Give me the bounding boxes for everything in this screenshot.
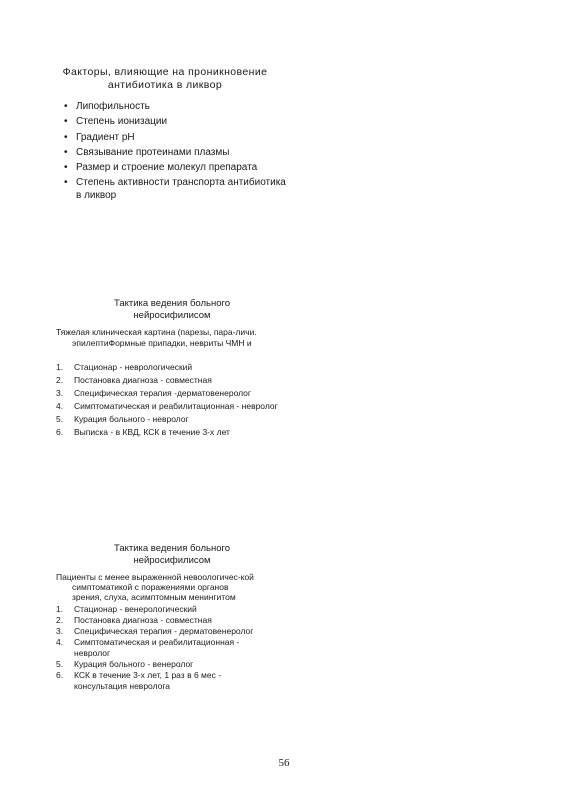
slide3-intro-rest: симптоматикой с поражениями органов зрения, слуха, асимптомным менингитом bbox=[72, 582, 236, 603]
slide1-title: Факторы, влияющие на проникновение антибиотика в ликвор bbox=[62, 66, 268, 92]
page-number: 56 bbox=[278, 757, 290, 769]
slide2-intro-line2: эпилептиФормные припадки, невриты ЧМН и bbox=[72, 337, 252, 348]
list-item: • Градиент pH bbox=[62, 131, 292, 144]
item-number: 5. bbox=[56, 659, 64, 670]
item-number: 4. bbox=[56, 636, 64, 647]
slide3-title: Тактика ведения больного нейросифилисом bbox=[113, 543, 231, 566]
list-item: • Связывание протеинами плазмы bbox=[62, 146, 292, 159]
item-text: Постановка диагноза - совместная bbox=[74, 614, 212, 625]
item-text: Специфическая терапия -дерматовенеролог bbox=[74, 387, 251, 398]
item-text: КСК в течение 3-х лет, 1 раз в 6 мес - консультация невролога bbox=[74, 670, 222, 692]
list-item: • Степень ионизации bbox=[62, 115, 292, 128]
list-item: • Липофильность bbox=[62, 100, 292, 113]
item-text: Выписка - в КВД, КСК в течение 3-х лет bbox=[74, 427, 230, 438]
slide2-intro-line1: Тяжелая клиническая картина (парезы, пара-личи. bbox=[56, 326, 257, 337]
list-item bbox=[56, 375, 286, 386]
item-number: 3. bbox=[56, 625, 64, 636]
slide3-intro bbox=[56, 572, 256, 603]
item-text: Курация больного - венеролог bbox=[74, 659, 194, 670]
item-text: Специфическая терапия - дерматовенеролог bbox=[74, 625, 254, 636]
slide-tactics-severe bbox=[0, 298, 568, 440]
item-text: Постановка диагноза - совместная bbox=[74, 374, 212, 385]
item-number: 1. bbox=[56, 361, 64, 372]
item-number: 2. bbox=[56, 614, 64, 625]
item-text: Курация больного - невролог bbox=[74, 414, 189, 425]
list-item bbox=[56, 604, 256, 615]
item-text: Симптоматическая и реабилитационная - невролог bbox=[74, 400, 278, 411]
slide2-intro bbox=[56, 327, 286, 349]
slide2-title: Тактика ведения больного нейросифилисом bbox=[113, 298, 231, 321]
item-number: 1. bbox=[56, 603, 64, 614]
list-item bbox=[56, 362, 286, 373]
list-item bbox=[56, 615, 256, 626]
item-text: Стационар - неврологический bbox=[74, 361, 193, 372]
list-item: • Размер и строение молекул препарата bbox=[62, 161, 292, 174]
slide-tactics-mild bbox=[0, 543, 568, 692]
item-text: Стационар - венерологический bbox=[74, 603, 197, 614]
item-number: 6. bbox=[56, 427, 64, 438]
item-number: 3. bbox=[56, 387, 64, 398]
item-number: 2. bbox=[56, 374, 64, 385]
list-item bbox=[56, 670, 256, 692]
list-item bbox=[56, 637, 256, 659]
item-number: 5. bbox=[56, 414, 64, 425]
item-text: Симптоматическая и реабилитационная - невролог bbox=[74, 636, 240, 659]
slide-antibiotic-factors bbox=[0, 66, 568, 205]
list-item bbox=[56, 414, 286, 425]
list-item bbox=[56, 626, 256, 637]
item-number: 6. bbox=[56, 670, 64, 681]
factors-list bbox=[62, 100, 292, 202]
list-item: • Степень активности транспорта антибиотика в ликвор bbox=[62, 176, 292, 202]
tactics-list-mild bbox=[56, 604, 256, 692]
slide3-intro-first: Пациенты с менее выраженной невоологичес-кой bbox=[56, 571, 254, 582]
list-item bbox=[56, 388, 286, 399]
item-number: 4. bbox=[56, 400, 64, 411]
list-item bbox=[56, 659, 256, 670]
list-item bbox=[56, 427, 286, 438]
list-item bbox=[56, 401, 286, 412]
tactics-list-severe bbox=[56, 362, 286, 438]
